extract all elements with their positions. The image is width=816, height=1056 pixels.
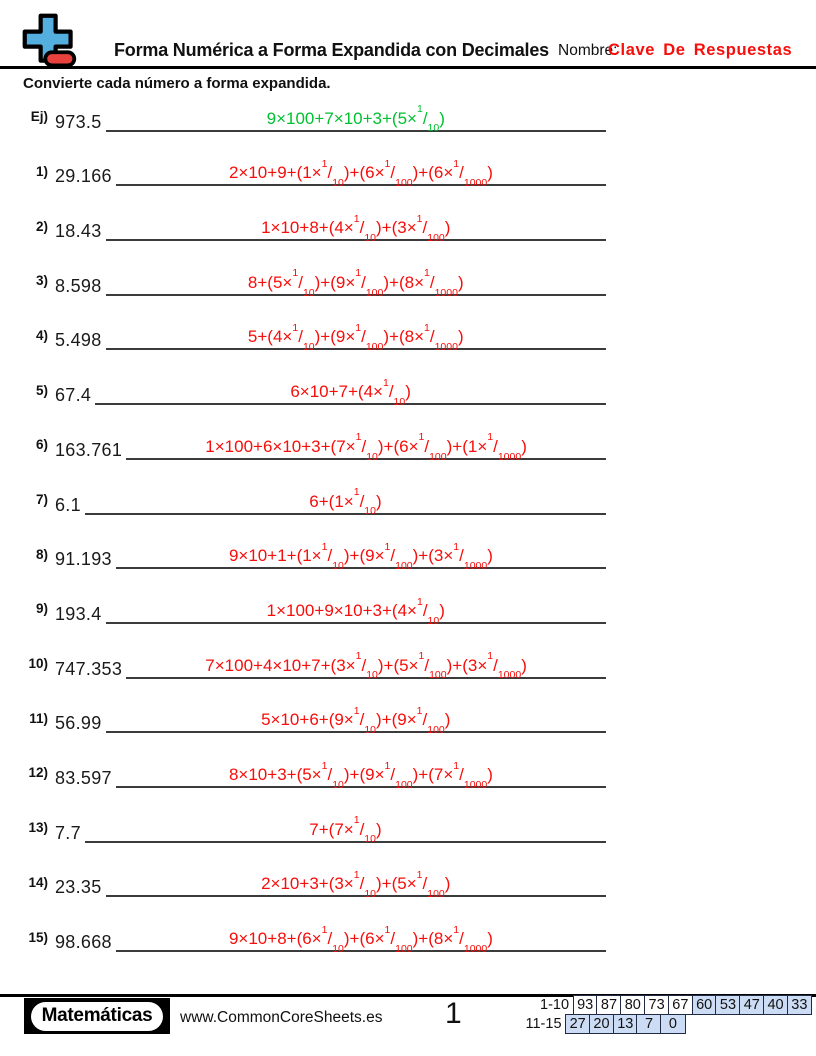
- answer-blank-line: [106, 103, 606, 135]
- problem-number-label: 2): [35, 218, 48, 234]
- answer-text: $6+(1\times^1/_{10})$: [309, 486, 382, 518]
- score-cell: 20: [589, 1014, 614, 1034]
- score-cell: 80: [620, 995, 645, 1015]
- problem-number-label: 12): [28, 765, 48, 781]
- score-cell: 87: [596, 995, 621, 1015]
- score-cell: 53: [715, 995, 740, 1015]
- answer-text: $9\times 100+7\times 10+3+(5\times^1/_{10})$: [266, 103, 445, 135]
- answer-blank-line: [106, 704, 606, 736]
- instruction-text: Convierte cada número a forma expandida.: [23, 75, 331, 92]
- answer-blank-line: [116, 158, 606, 190]
- problem-number-label: 9): [35, 601, 48, 617]
- answer-blank-line: [126, 431, 606, 463]
- plus-minus-logo-icon: [21, 12, 79, 70]
- problem-row: [20, 480, 606, 535]
- problem-row: [20, 917, 606, 972]
- answer-blank-line: [106, 868, 606, 901]
- answer-text: $1\times 100+6\times 10+3+(7\times^1/_{10})+(6\times^1/_{100})+(1\times^1/_{1000})$: [205, 431, 527, 463]
- brand-badge: [24, 998, 170, 1034]
- problem-value: 163.761: [55, 439, 123, 460]
- problem-row: [20, 370, 606, 425]
- score-cell: 33: [787, 995, 812, 1015]
- problem-number-label: 15): [28, 929, 48, 945]
- problem-row: [20, 261, 606, 316]
- answer-text: $2\times 10+9+(1\times^1/_{10})+(6\times^1/_{100})+(6\times^1/_{1000})$: [228, 158, 493, 190]
- problem-row: [20, 863, 606, 918]
- problem-value: 98.668: [55, 932, 112, 952]
- answer-text: $1\times 100+9\times 10+3+(4\times^1/_{10})$: [266, 595, 445, 627]
- score-cell: 47: [739, 995, 764, 1015]
- problem-value: 5.498: [55, 330, 102, 351]
- answer-text: $8\times 10+3+(5\times^1/_{10})+(9\times^1/_{100})+(7\times^1/_{1000})$: [228, 759, 493, 791]
- problem-row: [20, 808, 606, 863]
- answer-blank-line: [126, 650, 606, 682]
- score-cell: 13: [613, 1014, 638, 1034]
- score-cell: 27: [565, 1014, 590, 1034]
- problem-number-label: 3): [35, 273, 48, 289]
- problem-row: [20, 589, 606, 644]
- name-label: Nombre:: [558, 42, 618, 59]
- score-cell: 73: [644, 995, 669, 1015]
- brand-name: Matemáticas: [31, 1002, 164, 1031]
- answer-blank-line: [85, 814, 606, 846]
- score-table-row: [526, 1014, 686, 1034]
- score-cell: 93: [573, 995, 598, 1015]
- score-table: [526, 995, 813, 1034]
- answer-text: $6\times 10+7+(4\times^1/_{10})$: [290, 376, 411, 408]
- problem-value: 193.4: [55, 603, 102, 624]
- problem-value: 973.5: [55, 111, 102, 132]
- score-cell: 60: [692, 995, 717, 1015]
- score-table-row: [526, 995, 813, 1015]
- problem-number-label: 10): [28, 656, 48, 672]
- answer-blank-line: [116, 759, 606, 791]
- problem-number-label: 11): [29, 710, 48, 726]
- problems-list: [20, 97, 606, 972]
- minus-icon: [45, 52, 74, 65]
- answer-text: $9\times 10+8+(6\times^1/_{10})+(6\times^1/_{100})+(8\times^1/_{1000})$: [228, 923, 493, 955]
- problem-value: 67.4: [55, 385, 92, 406]
- problem-row: [20, 152, 606, 207]
- problem-number-label: 1): [35, 163, 48, 179]
- problem-value: 18.43: [55, 221, 102, 242]
- problem-number-label: 13): [28, 820, 48, 836]
- answer-text: $8+(5\times^1/_{10})+(9\times^1/_{100})+(8\times^1/_{1000})$: [247, 267, 464, 299]
- answer-text: $7+(7\times^1/_{10})$: [309, 814, 382, 846]
- problem-value: 29.166: [55, 166, 112, 187]
- answer-text: $2\times 10+3+(3\times^1/_{10})+(5\times^1/_{100})$: [261, 868, 451, 901]
- problem-value: 56.99: [55, 713, 102, 734]
- answer-blank-line: [106, 322, 606, 354]
- problem-value: 91.193: [55, 549, 112, 570]
- problem-row: [20, 316, 606, 371]
- score-range-label: 11-15: [525, 1015, 562, 1032]
- score-range-label: 1-10: [540, 997, 570, 1013]
- problem-number-label: 6): [35, 437, 48, 453]
- answer-text: $5\times 10+6+(9\times^1/_{10})+(9\times^1/_{100})$: [261, 704, 451, 736]
- problem-number-label: 14): [28, 874, 48, 890]
- problem-value: 23.35: [55, 877, 102, 898]
- problem-number-label: 4): [35, 327, 48, 343]
- problem-row: [20, 97, 606, 152]
- answer-key-label: Clave De Respuestas: [608, 41, 793, 59]
- problem-value: 83.597: [55, 767, 112, 788]
- page-number: 1: [445, 997, 462, 1030]
- score-cell: 40: [763, 995, 788, 1015]
- answer-blank-line: [116, 923, 606, 955]
- plus-icon: [21, 12, 79, 70]
- worksheet-title: Forma Numérica a Forma Expandida con Decimales: [114, 40, 549, 60]
- problem-number-label: 5): [35, 382, 48, 398]
- answer-blank-line: [116, 540, 606, 572]
- footer: [0, 994, 816, 1056]
- answer-blank-line: [85, 486, 606, 518]
- answer-blank-line: [106, 267, 606, 299]
- problem-value: 7.7: [55, 822, 81, 843]
- problem-row: [20, 425, 606, 480]
- answer-blank-line: [95, 376, 606, 408]
- problem-row: [20, 644, 606, 699]
- website-url: www.CommonCoreSheets.es: [180, 1009, 383, 1026]
- score-cell: 7: [636, 1014, 661, 1034]
- problem-value: 8.598: [55, 275, 102, 296]
- problem-value: 747.353: [55, 658, 123, 679]
- header-divider: [0, 66, 816, 69]
- answer-text: $5+(4\times^1/_{10})+(9\times^1/_{100})+(8\times^1/_{1000})$: [247, 322, 464, 354]
- problem-number-label: Ej): [30, 109, 48, 125]
- answer-blank-line: [106, 212, 606, 244]
- answer-text: $1\times 10+8+(4\times^1/_{10})+(3\times^1/_{100})$: [261, 212, 451, 244]
- score-cell: 67: [668, 995, 693, 1015]
- answer-blank-line: [106, 595, 606, 627]
- problem-number-label: 7): [35, 492, 48, 507]
- problem-number-label: 8): [35, 546, 48, 562]
- problem-row: [20, 753, 606, 808]
- problem-row: [20, 699, 606, 754]
- answer-text: $7\times 100+4\times 10+7+(3\times^1/_{10})+(5\times^1/_{100})+(3\times^1/_{1000})$: [205, 650, 527, 682]
- problem-row: [20, 535, 606, 590]
- problem-row: [20, 206, 606, 261]
- problem-value: 6.1: [55, 494, 81, 515]
- answer-text: $9\times 10+1+(1\times^1/_{10})+(9\times^1/_{100})+(3\times^1/_{1000})$: [228, 540, 493, 572]
- score-cell: 0: [660, 1014, 685, 1034]
